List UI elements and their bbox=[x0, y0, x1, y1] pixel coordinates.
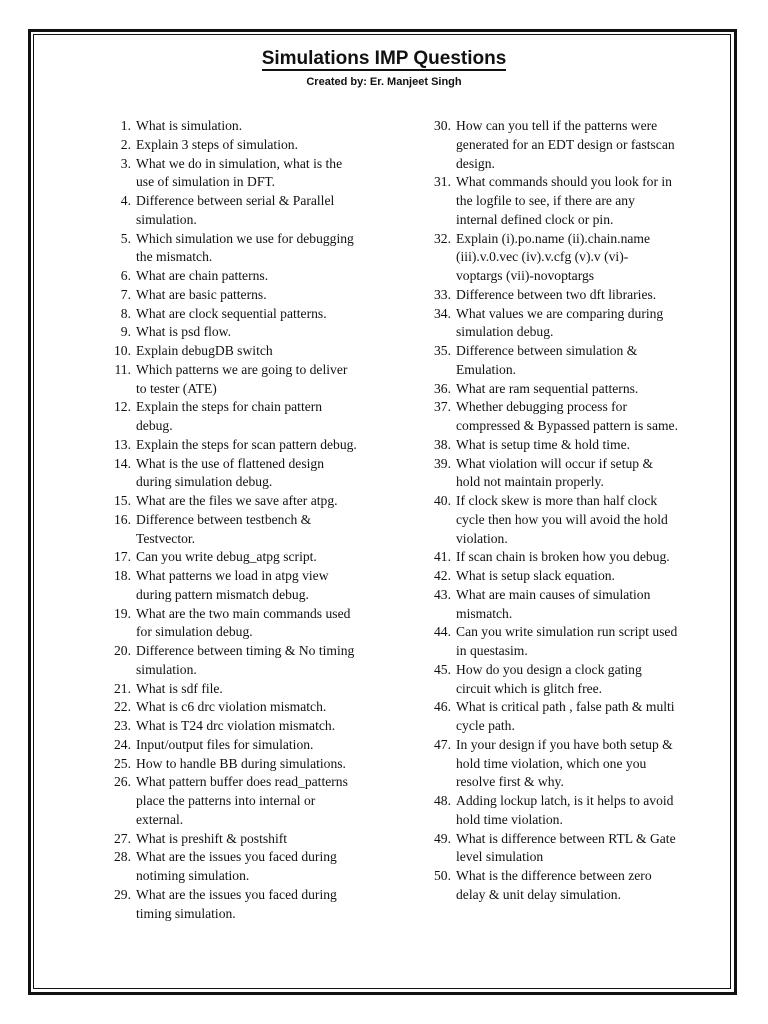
question-number: 14. bbox=[114, 455, 131, 471]
question-text-line: What is psd flow. bbox=[136, 324, 232, 340]
question-number: 46. bbox=[434, 699, 451, 715]
question-text-line: What is setup slack equation. bbox=[456, 568, 615, 583]
question-number: 24. bbox=[114, 736, 131, 752]
question-number: 38. bbox=[434, 436, 451, 452]
title-text: Simulations IMP Questions bbox=[261, 48, 507, 69]
question-text-line: during pattern mismatch debug. bbox=[136, 586, 309, 602]
question-text-line: What are the issues you faced during bbox=[136, 849, 337, 865]
question-text-line: Can you write simulation run script used bbox=[456, 624, 678, 640]
question-item bbox=[424, 623, 686, 661]
question-item bbox=[104, 736, 370, 755]
question-text-line: internal defined clock or pin. bbox=[456, 211, 614, 227]
question-text-line: in questasim. bbox=[456, 643, 528, 658]
question-text-line: compressed & Bypassed pattern is same. bbox=[456, 418, 678, 433]
question-text-line: What values we are comparing during bbox=[456, 305, 664, 321]
question-text-line: Explain 3 steps of simulation. bbox=[136, 136, 298, 152]
question-text-line: Emulation. bbox=[456, 361, 517, 377]
question-text-line: What is preshift & postshift bbox=[136, 830, 288, 846]
question-number: 30. bbox=[434, 118, 451, 133]
question-text-line: What we do in simulation, what is the bbox=[136, 155, 343, 171]
question-text-line: design. bbox=[456, 155, 495, 171]
question-number: 37. bbox=[434, 399, 451, 415]
question-number: 2. bbox=[120, 136, 131, 152]
question-text-line: What is critical path , false path & multi bbox=[456, 699, 675, 715]
question-item bbox=[104, 848, 370, 886]
question-item bbox=[424, 492, 686, 548]
question-text-line: Adding lockup latch, is it helps to avoid bbox=[456, 793, 674, 808]
question-text-line: during simulation debug. bbox=[136, 474, 273, 490]
question-number: 8. bbox=[120, 305, 131, 321]
question-item bbox=[104, 398, 370, 436]
question-item bbox=[424, 342, 686, 380]
question-list-left bbox=[104, 117, 370, 923]
author-credit: Created by: Er. Manjeet Singh bbox=[306, 76, 462, 88]
question-number: 7. bbox=[120, 286, 131, 302]
question-item bbox=[424, 173, 686, 229]
question-number: 34. bbox=[434, 305, 451, 321]
question-item bbox=[104, 361, 370, 399]
question-number: 20. bbox=[114, 643, 131, 658]
question-number: 27. bbox=[114, 830, 131, 846]
question-number: 33. bbox=[434, 286, 451, 302]
question-number: 31. bbox=[434, 174, 451, 190]
question-number: 47. bbox=[434, 736, 451, 752]
question-text-line: hold not maintain properly. bbox=[456, 474, 604, 490]
question-item bbox=[424, 455, 686, 493]
question-number: 9. bbox=[120, 324, 131, 340]
question-number: 26. bbox=[114, 774, 131, 790]
question-item bbox=[104, 698, 370, 717]
question-number: 45. bbox=[434, 661, 451, 677]
question-text-line: violation. bbox=[456, 530, 508, 546]
question-item bbox=[104, 136, 370, 155]
question-text-line: If clock skew is more than half clock bbox=[456, 493, 658, 508]
question-text-line: Whether debugging process for bbox=[456, 399, 627, 415]
question-text-line: What is T24 drc violation mismatch. bbox=[136, 718, 336, 733]
question-number: 43. bbox=[434, 586, 451, 602]
question-number: 3. bbox=[120, 155, 131, 171]
question-item bbox=[104, 605, 370, 643]
question-item bbox=[424, 792, 686, 830]
question-text-line: voptargs (vii)-novoptargs bbox=[456, 268, 595, 283]
question-item bbox=[104, 455, 370, 493]
question-number: 42. bbox=[434, 568, 451, 583]
question-text-line: Difference between timing & No timing bbox=[136, 643, 355, 658]
question-item bbox=[424, 305, 686, 343]
question-item bbox=[424, 286, 686, 305]
question-item bbox=[424, 230, 686, 286]
question-item bbox=[424, 830, 686, 868]
question-text-line: delay & unit delay simulation. bbox=[456, 886, 621, 902]
question-text-line: generated for an EDT design or fastscan bbox=[456, 136, 675, 152]
question-number: 41. bbox=[434, 549, 451, 565]
question-number: 6. bbox=[120, 268, 131, 283]
question-number: 48. bbox=[434, 793, 451, 808]
question-item bbox=[104, 886, 370, 924]
question-item bbox=[104, 192, 370, 230]
question-number: 32. bbox=[434, 230, 451, 246]
question-item bbox=[104, 830, 370, 849]
question-number: 44. bbox=[434, 624, 451, 640]
question-text-line: debug. bbox=[136, 418, 173, 433]
question-text-line: Difference between testbench & bbox=[136, 511, 312, 527]
question-text-line: What commands should you look for in bbox=[456, 174, 672, 190]
question-text-line: Testvector. bbox=[136, 530, 196, 546]
question-text-line: Difference between two dft libraries. bbox=[456, 286, 657, 302]
question-number: 19. bbox=[114, 605, 131, 621]
question-number: 25. bbox=[114, 755, 131, 771]
question-number: 22. bbox=[114, 699, 131, 715]
question-number: 17. bbox=[114, 549, 131, 565]
question-item bbox=[104, 286, 370, 305]
question-text-line: What are the files we save after atpg. bbox=[136, 493, 338, 508]
question-item bbox=[104, 755, 370, 774]
question-number: 49. bbox=[434, 830, 451, 846]
question-text-line: use of simulation in DFT. bbox=[136, 174, 276, 190]
question-text-line: How to handle BB during simulations. bbox=[136, 755, 346, 771]
questions-column-left bbox=[104, 117, 370, 923]
question-text-line: What are clock sequential patterns. bbox=[136, 305, 327, 321]
question-item bbox=[104, 305, 370, 324]
question-item bbox=[104, 155, 370, 193]
question-item bbox=[424, 398, 686, 436]
question-text-line: If scan chain is broken how you debug. bbox=[456, 549, 670, 565]
question-text-line: What is c6 drc violation mismatch. bbox=[136, 699, 327, 715]
question-number: 12. bbox=[114, 399, 131, 415]
question-text-line: How do you design a clock gating bbox=[456, 661, 642, 677]
question-text-line: What are the two main commands used bbox=[136, 605, 351, 621]
question-text-line: What patterns we load in atpg view bbox=[136, 568, 329, 583]
question-text-line: Explain (i).po.name (ii).chain.name bbox=[456, 230, 651, 246]
question-text-line: What is setup time & hold time. bbox=[456, 436, 631, 452]
question-number: 15. bbox=[114, 493, 131, 508]
question-number: 11. bbox=[114, 361, 131, 377]
question-item bbox=[424, 661, 686, 699]
question-text-line: to tester (ATE) bbox=[136, 380, 217, 396]
question-number: 23. bbox=[114, 718, 131, 733]
question-number: 29. bbox=[114, 886, 131, 902]
question-number: 39. bbox=[434, 455, 451, 471]
question-text-line: (iii).v.0.vec (iv).v.cfg (v).v (vi)- bbox=[456, 249, 629, 265]
question-text-line: the logfile to see, if there are any bbox=[456, 193, 635, 208]
question-text-line: simulation debug. bbox=[456, 324, 554, 340]
question-item bbox=[104, 436, 370, 455]
question-text-line: Difference between simulation & bbox=[456, 343, 638, 358]
question-item bbox=[424, 567, 686, 586]
question-text-line: What pattern buffer does read_patterns bbox=[136, 774, 348, 790]
question-item bbox=[424, 380, 686, 399]
question-list-right bbox=[424, 117, 686, 905]
question-item bbox=[104, 342, 370, 361]
question-number: 16. bbox=[114, 511, 131, 527]
question-text-line: What is difference between RTL & Gate bbox=[456, 830, 676, 846]
question-item bbox=[104, 267, 370, 286]
question-item bbox=[104, 323, 370, 342]
question-text-line: How can you tell if the patterns were bbox=[456, 118, 658, 133]
question-text-line: Explain the steps for chain pattern bbox=[136, 399, 323, 415]
question-number: 18. bbox=[114, 568, 131, 583]
question-item bbox=[104, 717, 370, 736]
question-text-line: the mismatch. bbox=[136, 249, 213, 265]
question-text-line: Input/output files for simulation. bbox=[136, 736, 314, 752]
question-number: 36. bbox=[434, 380, 451, 396]
question-text-line: mismatch. bbox=[456, 605, 513, 621]
question-item bbox=[104, 548, 370, 567]
question-text-line: resolve first & why. bbox=[456, 774, 564, 790]
question-item bbox=[104, 567, 370, 605]
question-text-line: cycle path. bbox=[456, 718, 515, 733]
question-item bbox=[424, 736, 686, 792]
question-text-line: What is sdf file. bbox=[136, 680, 223, 696]
question-text-line: external. bbox=[136, 811, 184, 827]
question-item bbox=[104, 642, 370, 680]
question-text-line: What are ram sequential patterns. bbox=[456, 380, 639, 396]
question-text-line: In your design if you have both setup & bbox=[456, 736, 673, 752]
question-item bbox=[104, 230, 370, 268]
question-item bbox=[424, 548, 686, 567]
question-text-line: Explain the steps for scan pattern debug. bbox=[136, 436, 357, 452]
question-number: 21. bbox=[114, 680, 131, 696]
question-item bbox=[424, 698, 686, 736]
question-number: 13. bbox=[114, 436, 131, 452]
question-number: 1. bbox=[120, 118, 131, 133]
question-text-line: What are chain patterns. bbox=[136, 268, 269, 283]
question-number: 5. bbox=[120, 230, 131, 246]
question-number: 28. bbox=[114, 849, 131, 865]
question-text-line: What are basic patterns. bbox=[136, 286, 267, 302]
question-text-line: notiming simulation. bbox=[136, 868, 250, 883]
question-text-line: Can you write debug_atpg script. bbox=[136, 549, 317, 565]
question-number: 10. bbox=[114, 343, 131, 358]
question-text-line: Difference between serial & Parallel bbox=[136, 193, 335, 208]
question-text-line: What is the use of flattened design bbox=[136, 455, 324, 471]
question-item bbox=[104, 680, 370, 699]
question-text-line: hold time violation. bbox=[456, 811, 563, 827]
question-text-line: Which simulation we use for debugging bbox=[136, 230, 354, 246]
question-text-line: What violation will occur if setup & bbox=[456, 455, 654, 471]
question-text-line: circuit which is glitch free. bbox=[456, 680, 603, 696]
question-item bbox=[104, 511, 370, 549]
question-text-line: What is the difference between zero bbox=[456, 868, 652, 883]
question-item bbox=[104, 773, 370, 829]
question-text-line: Which patterns we are going to deliver bbox=[136, 361, 348, 377]
question-text-line: What are main causes of simulation bbox=[456, 586, 651, 602]
question-number: 50. bbox=[434, 868, 451, 883]
question-item bbox=[424, 586, 686, 624]
question-number: 4. bbox=[120, 193, 131, 208]
question-text-line: timing simulation. bbox=[136, 905, 236, 921]
question-text-line: for simulation debug. bbox=[136, 624, 253, 640]
question-item bbox=[424, 867, 686, 905]
questions-column-right bbox=[424, 117, 686, 905]
question-text-line: cycle then how you will avoid the hold bbox=[456, 511, 668, 527]
question-item bbox=[104, 492, 370, 511]
question-text-line: Explain debugDB switch bbox=[136, 343, 273, 358]
question-number: 35. bbox=[434, 343, 451, 358]
question-text-line: level simulation bbox=[456, 849, 544, 865]
question-text-line: simulation. bbox=[136, 211, 197, 227]
question-text-line: What is simulation. bbox=[136, 118, 243, 133]
question-text-line: place the patterns into internal or bbox=[136, 793, 316, 808]
question-text-line: hold time violation, which one you bbox=[456, 755, 647, 771]
question-number: 40. bbox=[434, 493, 451, 508]
question-item bbox=[104, 117, 370, 136]
question-text-line: What are the issues you faced during bbox=[136, 886, 337, 902]
question-item bbox=[424, 117, 686, 173]
question-text-line: simulation. bbox=[136, 661, 197, 677]
question-item bbox=[424, 436, 686, 455]
page-title bbox=[0, 48, 768, 70]
